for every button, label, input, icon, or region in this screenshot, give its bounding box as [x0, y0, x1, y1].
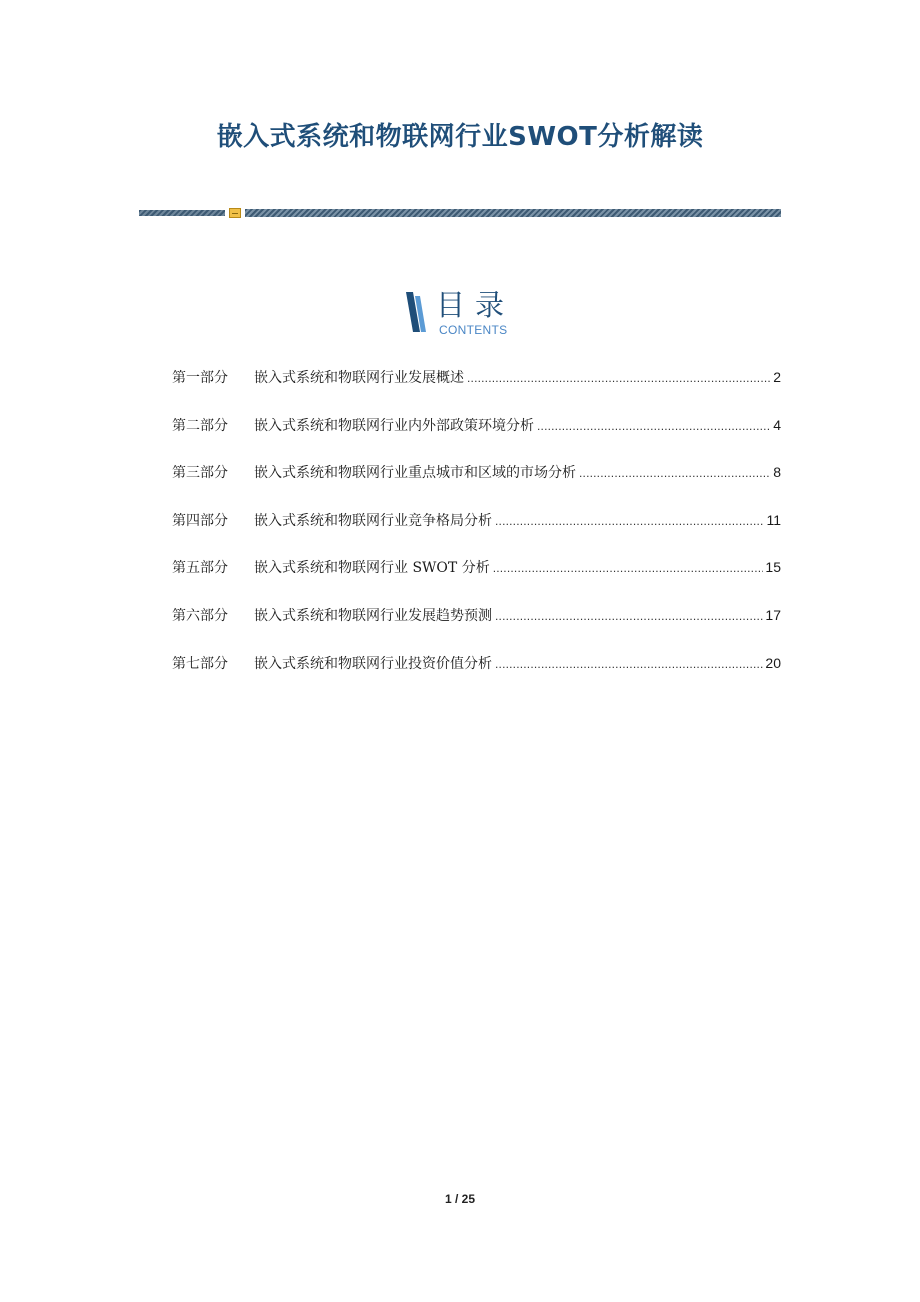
toc-title: 目录 — [436, 288, 515, 322]
toc-leader-dots — [493, 558, 764, 578]
toc-subtitle: CONTENTS — [439, 323, 508, 337]
toc-entry-title: 嵌入式系统和物联网行业投资价值分析 — [254, 655, 492, 672]
page-number: 1 / 25 — [444, 1192, 476, 1206]
toc-entry[interactable] — [172, 653, 781, 701]
toc-entry-title: 嵌入式系统和物联网行业重点城市和区域的市场分析 — [254, 465, 576, 482]
toc-leader-dots — [537, 416, 771, 436]
toc-entry-page: 4 — [773, 416, 781, 433]
divider-right-segment — [245, 209, 781, 217]
toc-entry[interactable] — [172, 510, 781, 558]
toc-entry-part: 第一部分 — [172, 370, 228, 386]
book-spine-icon — [404, 290, 430, 334]
toc-entry-part: 第四部分 — [172, 512, 228, 529]
toc-heading — [404, 290, 534, 340]
toc-leader-dots — [495, 654, 763, 674]
toc-entry-title: 嵌入式系统和物联网行业发展趋势预测 — [254, 607, 492, 624]
toc-entry-title: 嵌入式系统和物联网行业 SWOT 分析 — [254, 560, 490, 577]
divider-left-segment — [139, 210, 225, 216]
toc-entry[interactable] — [172, 367, 781, 415]
document-emblem-icon — [229, 208, 241, 218]
toc-entry[interactable] — [172, 415, 781, 463]
toc-entry-title: 嵌入式系统和物联网行业内外部政策环境分析 — [254, 417, 534, 434]
toc-entry-part: 第三部分 — [172, 465, 228, 482]
toc-entry-page: 2 — [773, 369, 781, 385]
toc-entry[interactable] — [172, 557, 781, 605]
toc-entry[interactable] — [172, 605, 781, 653]
toc-leader-dots — [467, 368, 771, 388]
toc-entry-page: 15 — [765, 559, 781, 576]
toc-leader-dots — [495, 511, 764, 531]
document-title: 嵌入式系统和物联网行业SWOT分析解读 — [216, 122, 704, 152]
toc-entry-part: 第五部分 — [172, 560, 228, 577]
toc-entry-part: 第七部分 — [172, 655, 228, 672]
toc-entry[interactable] — [172, 462, 781, 510]
toc-entry-part: 第六部分 — [172, 607, 228, 624]
toc-leader-dots — [495, 606, 763, 626]
toc-entry-title: 嵌入式系统和物联网行业竞争格局分析 — [254, 512, 492, 529]
title-divider — [139, 208, 781, 218]
toc-list — [172, 367, 781, 700]
toc-entry-part: 第二部分 — [172, 417, 228, 434]
toc-entry-title: 嵌入式系统和物联网行业发展概述 — [254, 370, 464, 386]
toc-entry-page: 8 — [773, 464, 781, 481]
toc-entry-page: 11 — [766, 511, 781, 528]
toc-entry-page: 20 — [765, 654, 781, 671]
toc-entry-page: 17 — [765, 606, 781, 623]
toc-leader-dots — [579, 463, 771, 483]
